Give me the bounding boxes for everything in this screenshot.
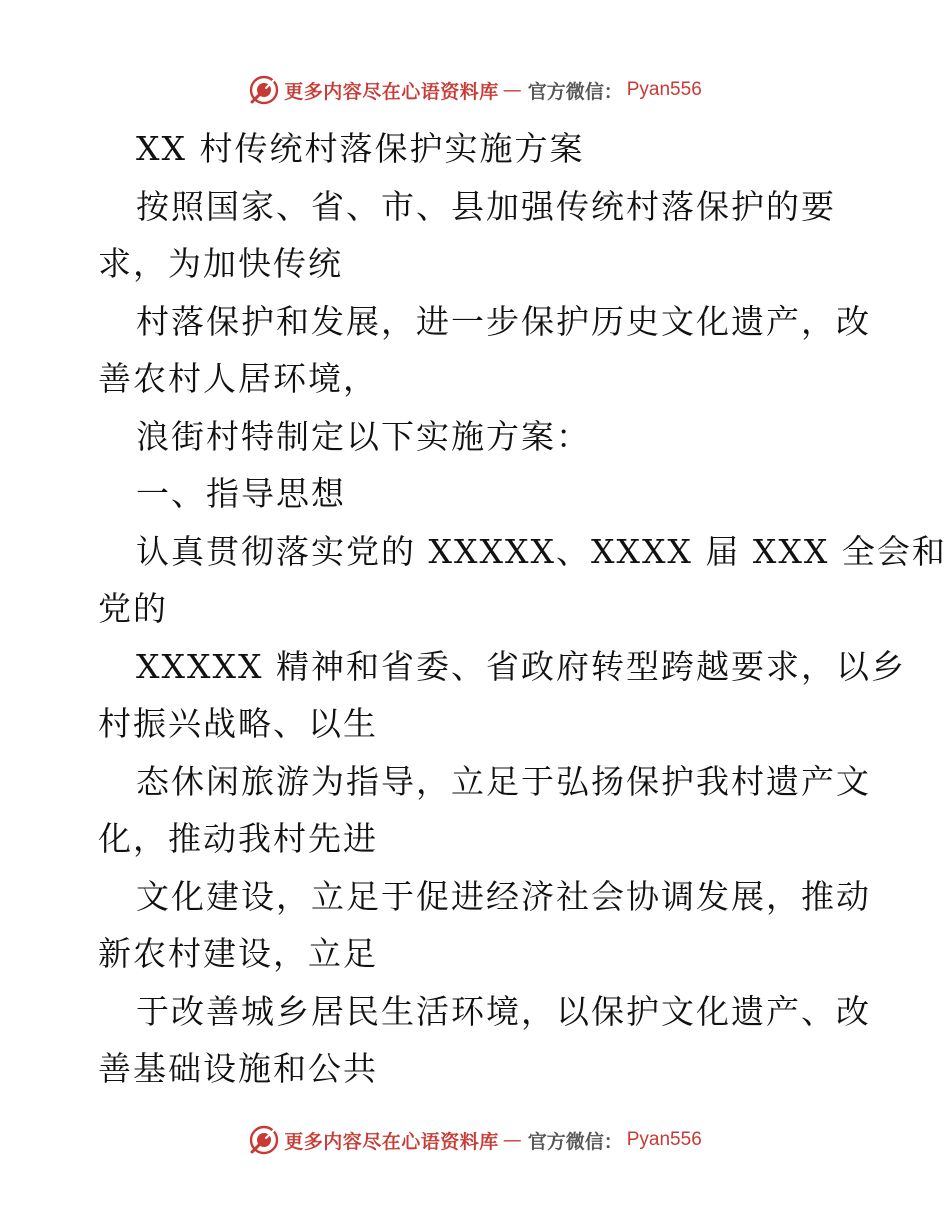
paragraph-line: 按照国家、省、市、县加强传统村落保护的要 [136, 186, 836, 226]
document-title: XX 村传统村落保护实施方案 [136, 129, 585, 168]
paragraph-line: 善基础设施和公共 [98, 1049, 378, 1088]
watermark-main-text: 更多内容尽在心语资料库 [284, 1130, 499, 1153]
watermark-wechat-label: 官方微信： [527, 80, 623, 103]
watermark-dash: — [502, 1129, 522, 1151]
paragraph-line: 村落保护和发展，进一步保护历史文化遗产，改 [136, 301, 871, 341]
paragraph-line: 新农村建设，立足 [98, 934, 378, 973]
paragraph-line: 化，推动我村先进 [98, 819, 378, 858]
paragraph-line: 求，为加快传统 [98, 244, 343, 283]
document-body [98, 120, 947, 1098]
paragraph-line: 文化建设，立足于促进经济社会协调发展，推动 [136, 876, 871, 916]
pen-logo-icon [248, 74, 280, 106]
header-watermark [0, 70, 950, 110]
pen-logo-icon [248, 1124, 280, 1156]
watermark-wechat-id: Pyan556 [626, 79, 702, 100]
paragraph-line: 善农村人居环境， [98, 359, 378, 398]
watermark-wechat-label: 官方微信： [527, 1130, 623, 1153]
paragraph-line: XXXXX 精神和省委、省政府转型跨越要求，以乡 [136, 646, 906, 686]
watermark-main-text: 更多内容尽在心语资料库 [284, 80, 499, 103]
paragraph-line: 于改善城乡居民生活环境，以保护文化遗产、改 [136, 991, 871, 1031]
paragraph-line: 村振兴战略、以生 [98, 704, 378, 743]
paragraph-line: 党的 [98, 589, 168, 628]
watermark-wechat-id: Pyan556 [626, 1129, 702, 1150]
paragraph-line: 态休闲旅游为指导，立足于弘扬保护我村遗产文 [136, 761, 871, 801]
section-heading: 一、指导思想 [136, 474, 346, 513]
footer-watermark [0, 1120, 950, 1160]
watermark-dash: — [502, 79, 522, 101]
paragraph-line: 浪街村特制定以下实施方案： [136, 416, 591, 456]
paragraph-line: 认真贯彻落实党的 XXXXX、XXXX 届 XXX 全会和 [136, 531, 947, 571]
